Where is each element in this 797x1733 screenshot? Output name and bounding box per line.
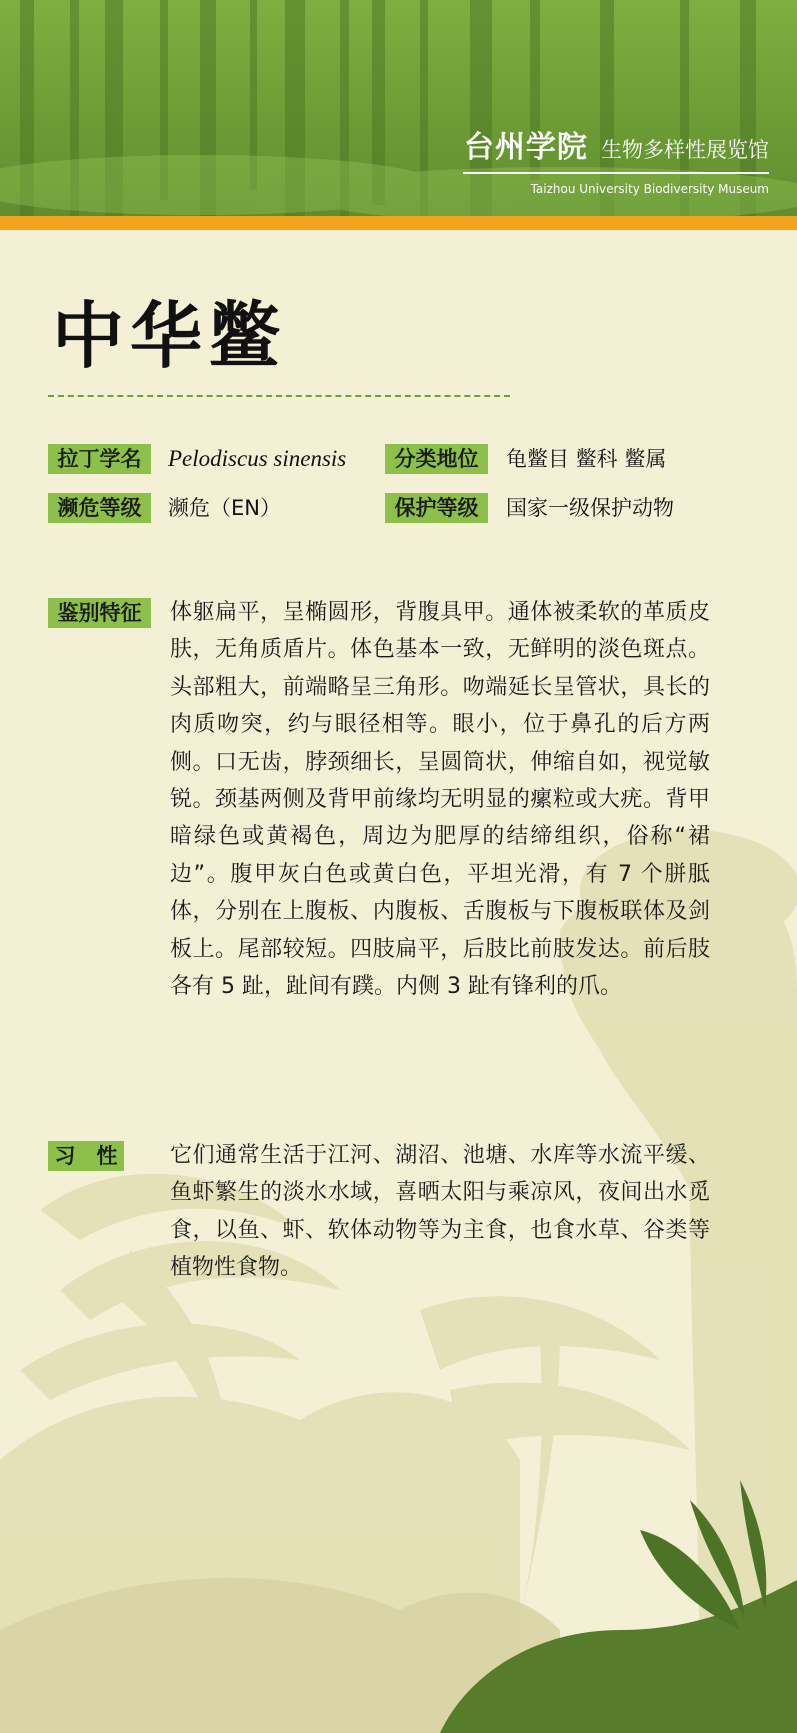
protection-label: 保护等级 (385, 493, 488, 523)
logo-divider (463, 172, 769, 174)
habits-text: 它们通常生活于江河、湖沼、池塘、水库等水流平缓、鱼虾繁生的淡水水域，喜晒太阳与乘凉风，夜间出水觅食，以鱼、虾、软体动物等为主食，也食水草、谷类等植物性食物。 (170, 1143, 710, 1281)
logo-cn: 台州学院 (463, 130, 588, 165)
title-divider (48, 395, 510, 397)
latin-name-label: 拉丁学名 (48, 444, 151, 474)
page-title: 中华鳖 (52, 294, 287, 378)
header-banner (0, 0, 797, 216)
taxonomy-value: 龟鳖目 鳖科 鳖属 (506, 447, 667, 471)
accent-bar (0, 216, 797, 230)
features-label: 鉴别特征 (48, 598, 151, 628)
logo-sub: 生物多样性展览馆 (601, 138, 769, 162)
museum-logo (449, 122, 769, 196)
status-value: 濒危（EN） (168, 496, 281, 520)
protection-value: 国家一级保护动物 (506, 496, 674, 520)
taxonomy-label: 分类地位 (385, 444, 488, 474)
latin-name-value: Pelodiscus sinensis (168, 446, 347, 471)
features-text: 体躯扁平，呈椭圆形，背腹具甲。通体被柔软的革质皮肤，无角质盾片。体色基本一致，无鲜明的淡色斑点。头部粗大，前端略呈三角形。吻端延长呈管状，具长的肉质吻突，约与眼径相等。眼小，位于鼻孔的后方两侧。口无齿，脖颈细长，呈圆筒状，伸缩自如，视觉敏锐。颈基两侧及背甲前缘均无明显的瘰粒或大疣。背甲暗绿色或黄褐色，周边为肥厚的结缔组织，俗称“裙边”。腹甲灰白色或黄白色，平坦光滑，有 7 个胼胝体，分别在上腹板、内腹板、舌腹板与下腹板联体及剑板上。尾部较短。四肢扁平，后肢比前肢发达。前后肢各有 5 趾，趾间有蹼。内侧 3 趾有锋利的爪。 (170, 600, 710, 1000)
logo-en: Taizhou University Biodiversity Museum (530, 182, 769, 196)
habits-label: 习 性 (48, 1141, 124, 1171)
status-label: 濒危等级 (48, 493, 151, 523)
